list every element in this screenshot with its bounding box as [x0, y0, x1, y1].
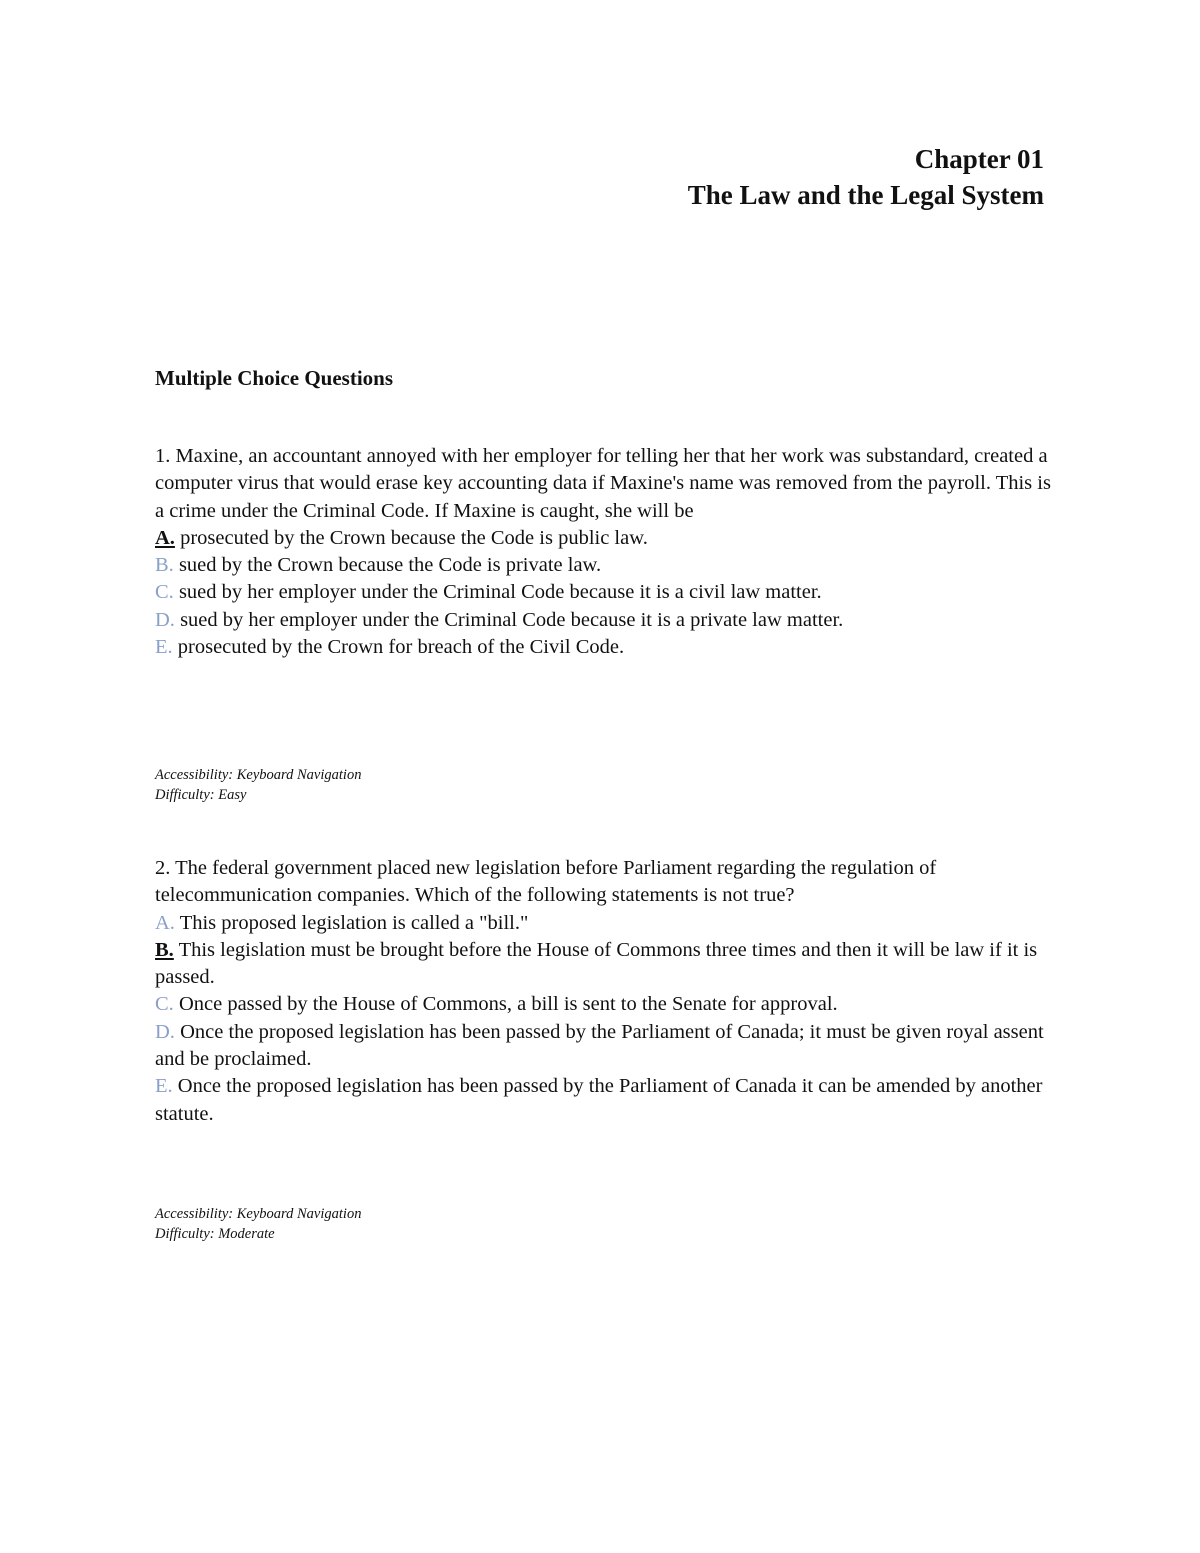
answer-option-c [155, 991, 1055, 1018]
question-stem: 2. The federal government placed new legislation before Parliament regarding the regulation of telecommunication companies. Which of the following statements is not true? [155, 857, 937, 907]
option-text: sued by her employer under the Criminal Code because it is a private law matter. [174, 608, 844, 631]
option-text: This legislation must be brought before the House of Commons three times and then it will be law if it is passed. [155, 938, 1038, 989]
option-text: prosecuted by the Crown for breach of the Civil Code. [172, 636, 625, 659]
answer-option-e [155, 634, 1055, 661]
option-letter: A. [155, 911, 175, 934]
question-2 [155, 855, 1055, 1128]
chapter-number: Chapter 01 [914, 144, 1044, 174]
accessibility-note: Accessibility: Keyboard Navigation [155, 767, 362, 783]
difficulty-note: Difficulty: Easy [155, 787, 247, 803]
accessibility-note: Accessibility: Keyboard Navigation [155, 1206, 362, 1222]
difficulty-note: Difficulty: Moderate [155, 1226, 275, 1242]
option-text: Once the proposed legislation has been passed by the Parliament of Canada; it must be given royal assent and be proclaimed. [155, 1020, 1044, 1071]
chapter-title: The Law and the Legal System [687, 180, 1044, 210]
answer-option-b [155, 937, 1055, 992]
question-1-metadata [155, 765, 361, 805]
option-letter: B. [155, 554, 174, 577]
option-text: Once passed by the House of Commons, a bill is sent to the Senate for approval. [173, 993, 838, 1016]
answer-option-b [155, 552, 1055, 579]
option-text: prosecuted by the Crown because the Code is public law. [174, 526, 648, 549]
option-letter: E. [155, 636, 173, 659]
option-text: This proposed legislation is called a "bill." [174, 911, 529, 934]
chapter-heading [688, 141, 1044, 213]
option-letter: B. [155, 938, 174, 961]
answer-option-c [155, 579, 1055, 606]
section-title: Multiple Choice Questions [155, 366, 394, 390]
question-1 [155, 443, 1055, 661]
answer-option-a [155, 910, 1055, 937]
answer-option-d [155, 607, 1055, 634]
answer-option-a [155, 525, 1055, 552]
option-letter: C. [155, 993, 174, 1016]
question-2-metadata [155, 1204, 361, 1244]
option-letter: D. [155, 1020, 175, 1043]
answer-option-e [155, 1073, 1055, 1128]
option-letter: C. [155, 581, 174, 604]
option-text: sued by her employer under the Criminal Code because it is a civil law matter. [173, 581, 822, 604]
option-letter: E. [155, 1075, 173, 1098]
option-letter: D. [155, 608, 175, 631]
option-text: Once the proposed legislation has been passed by the Parliament of Canada it can be amended by another statute. [155, 1075, 1043, 1125]
option-letter: A. [155, 526, 175, 549]
question-stem: 1. Maxine, an accountant annoyed with her employer for telling her that her work was substandard, created a computer virus that would erase key accounting data if Maxine's name was removed from the payroll. This is a crime under the Criminal Code. If Maxine is caught, she will be [155, 445, 1051, 522]
answer-option-d [155, 1019, 1055, 1074]
option-text: sued by the Crown because the Code is private law. [173, 554, 602, 577]
